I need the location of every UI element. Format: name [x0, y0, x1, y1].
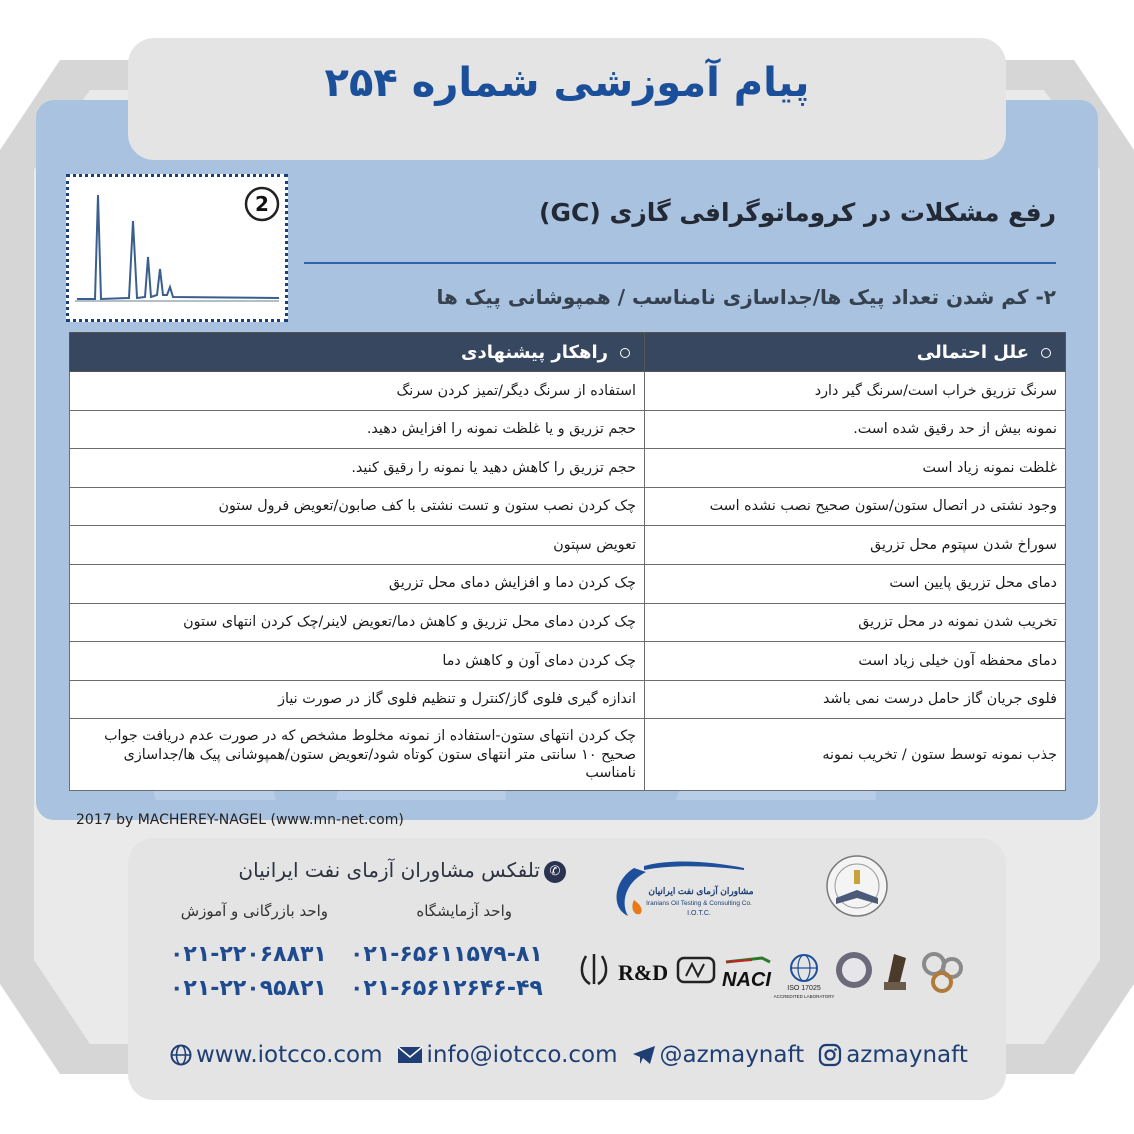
solution-cell: استفاده از سرنگ دیگر/تمیز کردن سرنگ [70, 372, 645, 411]
table-row [70, 410, 1066, 449]
globe-icon [170, 1044, 192, 1066]
column-header-solutions: راهکار پیشنهادی [70, 333, 645, 372]
iran-emblem-icon [582, 954, 606, 984]
table-row [70, 449, 1066, 488]
trophy-icon [884, 954, 906, 990]
copyright-note: 2017 by MACHEREY-NAGEL (www.mn-net.com) [76, 812, 404, 828]
naci-logo: NACI [722, 969, 771, 991]
figure-badge: 2 [255, 192, 269, 216]
instagram-link[interactable]: azmaynaft [818, 1042, 968, 1068]
cause-cell: فلوی جریان گاز حامل درست نمی باشد [645, 680, 1066, 719]
instagram-icon [818, 1043, 842, 1067]
company-name: ✆تلفکس مشاوران آزمای نفت ایرانیان [238, 858, 566, 883]
phone-icon: ✆ [544, 861, 566, 883]
email-link[interactable]: info@iotcco.com [397, 1042, 618, 1068]
chromatogram-plot [69, 177, 285, 319]
chromatogram-figure [66, 174, 288, 322]
table-row [70, 719, 1066, 791]
gear-cluster-icon [924, 954, 961, 991]
solution-cell: تعویض سپتون [70, 526, 645, 565]
certification-badge-icon [836, 952, 872, 988]
phone-number: ۰۲۱-۲۲۰۹۵۸۲۱ [170, 976, 327, 1001]
solution-cell: چک کردن دمای آون و کاهش دما [70, 642, 645, 681]
cause-cell: دمای محفظه آون خیلی زیاد است [645, 642, 1066, 681]
table-row [70, 603, 1066, 642]
cause-cell: نمونه بیش از حد رقیق شده است. [645, 410, 1066, 449]
bullet-icon [1041, 348, 1051, 358]
contact-row [170, 1038, 968, 1072]
solution-cell: حجم تزریق و یا غلظت نمونه را افزایش دهید. [70, 410, 645, 449]
table-row [70, 487, 1066, 526]
cause-cell: سوراخ شدن سپتوم محل تزریق [645, 526, 1066, 565]
table-row [70, 526, 1066, 565]
iotc-logo: مشاوران آزمای نفت ایرانیان Iranians Oil Testing & Consulting Co. I.O.T.C. [604, 860, 754, 926]
phone-number: ۰۲۱-۲۲۰۶۸۸۳۱ [170, 942, 327, 967]
solution-cell: چک کردن دمای محل تزریق و کاهش دما/تعویض لاینر/چک کردن انتهای ستون [70, 603, 645, 642]
troubleshooting-table [69, 332, 1066, 791]
lab-phones [350, 938, 543, 1006]
telegram-icon [632, 1044, 656, 1066]
solution-cell: حجم تزریق را کاهش دهید یا نمونه را رقیق کنید. [70, 449, 645, 488]
column-header-causes: علل احتمالی [645, 333, 1066, 372]
phone-number: ۰۲۱-۶۵۶۱۱۵۷۹-۸۱ [350, 942, 543, 967]
sales-phones [170, 938, 327, 1006]
iso-sublabel: ACCREDITED LABORATORY [773, 994, 835, 999]
section-subtitle: رفع مشکلات در کروماتوگرافی گازی (GC) [539, 198, 1056, 227]
unit-sales-label: واحد بازرگانی و آموزش [180, 902, 328, 920]
issue-heading: ۲- کم شدن تعداد پیک ها/جداسازی نامناسب / همپوشانی پیک ها [436, 285, 1056, 309]
solution-cell: چک کردن انتهای ستون-استفاده از نمونه مخلوط مشخص که در صورت عدم دریافت جواب صحیح ۱۰ سانتی متر انتهای ستون کوتاه شود/تعویض ستون/همپوشانی پیک ها/جداسازی نامناسب [70, 719, 645, 791]
cause-cell: وجود نشتی در اتصال ستون/ستون صحیح نصب نشده است [645, 487, 1066, 526]
solution-cell: چک کردن دما و افزایش دمای محل تزریق [70, 564, 645, 603]
cause-cell: جذب نمونه توسط ستون / تخریب نمونه [645, 719, 1066, 791]
divider [304, 262, 1056, 264]
bullet-icon [620, 348, 630, 358]
iso-label: ISO 17025 [787, 985, 821, 992]
page-title: پیام آموزشی شماره ۲۵۴ [324, 60, 810, 106]
solution-cell: اندازه گیری فلوی گاز/کنترل و تنظیم فلوی گاز در صورت نیاز [70, 680, 645, 719]
unit-lab-label: واحد آزمایشگاه [416, 902, 512, 920]
standard-mark-icon [678, 958, 714, 982]
envelope-icon [397, 1045, 423, 1065]
cause-cell: سرنگ تزریق خراب است/سرنگ گیر دارد [645, 372, 1066, 411]
certification-logos [576, 948, 972, 1000]
cause-cell: تخریب شدن نمونه در محل تزریق [645, 603, 1066, 642]
telegram-link[interactable]: @azmaynaft [632, 1042, 805, 1068]
solution-cell: چک کردن نصب ستون و تست نشتی با کف صابون/تعویض فرول ستون [70, 487, 645, 526]
phone-number: ۰۲۱-۶۵۶۱۲۶۴۶-۴۹ [350, 976, 543, 1001]
cause-cell: غلظت نمونه زیاد است [645, 449, 1066, 488]
website-link[interactable]: www.iotcco.com [170, 1042, 383, 1068]
table-row [70, 642, 1066, 681]
table-header-row [70, 333, 1066, 372]
table-row [70, 564, 1066, 603]
table-row [70, 680, 1066, 719]
cause-cell: دمای محل تزریق پایین است [645, 564, 1066, 603]
iso-globe-icon [791, 955, 817, 981]
rnd-logo: R&D [618, 960, 669, 985]
training-center-seal [796, 852, 918, 924]
table-row [70, 372, 1066, 411]
